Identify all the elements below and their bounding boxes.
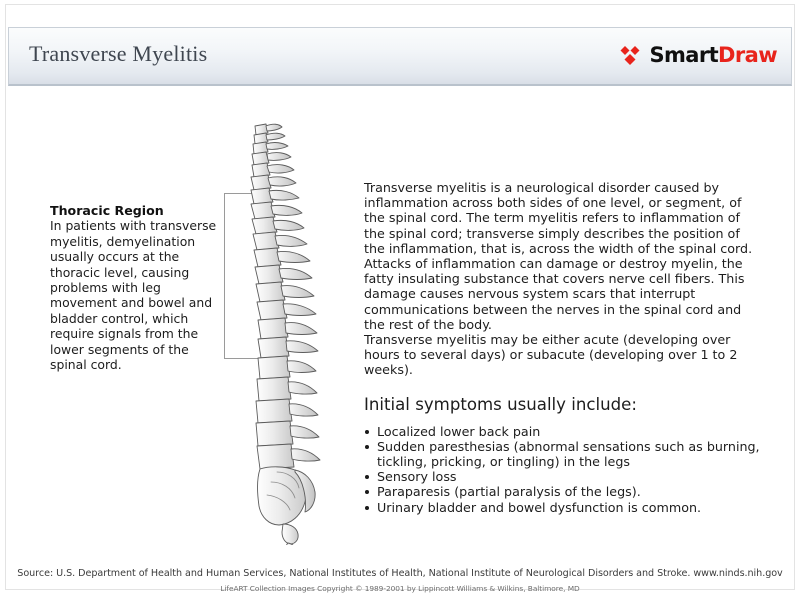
image-copyright-notice: LifeART Collection Images Copyright © 1989-2001 by Lippincott Williams & Wilkins, Baltimore, MD bbox=[220, 584, 580, 593]
list-item: Sensory loss bbox=[364, 469, 764, 484]
thoracic-region-callout bbox=[50, 203, 222, 372]
list-item: Localized lower back pain bbox=[364, 424, 764, 439]
intro-paragraph-2: Transverse myelitis may be either acute (developing over hours to several days) or subacute (developing over 1 to 2 weeks). bbox=[364, 332, 738, 378]
list-item: Paraparesis (partial paralysis of the legs). bbox=[364, 484, 764, 499]
brand-word-draw: Draw bbox=[718, 42, 777, 67]
smartdraw-logo bbox=[618, 41, 777, 69]
content-column bbox=[364, 180, 764, 515]
smartdraw-wordmark bbox=[649, 42, 777, 67]
symptoms-heading: Initial symptoms usually include: bbox=[364, 394, 637, 414]
brand-word-smart: Smart bbox=[649, 42, 719, 67]
lateral-spine-illustration bbox=[233, 120, 353, 545]
callout-body: In patients with transverse myelitis, demyelination usually occurs at the thoracic level, causing problems with leg movement and bowel and bladder control, which require signals from the lower segments of the spinal cord. bbox=[50, 218, 217, 373]
symptoms-list bbox=[364, 424, 764, 515]
page-title: Transverse Myelitis bbox=[29, 41, 208, 66]
intro-paragraph-1: Transverse myelitis is a neurological disorder caused by inflammation across both sides of one level, or segment, of the spinal cord. The term myelitis refers to inflammation of the spinal cord; transverse simply describes the position of the inflammation, that is, across the width of the spinal cord. Attacks of inflammation can damage or destroy myelin, the fatty insulating substance that covers nerve cell fibers. This damage causes nervous system scars that interrupt communications between the nerves in the spinal cord and the rest of the body. bbox=[364, 180, 753, 332]
intro-text bbox=[364, 180, 764, 378]
source-attribution: Source: U.S. Department of Health and Human Services, National Institutes of Health, National Institute of Neurological Disorders and Stroke. www.ninds.nih.gov bbox=[17, 568, 783, 579]
slide-header-bar bbox=[8, 27, 792, 86]
smartdraw-diamond-icon bbox=[618, 44, 644, 66]
callout-title: Thoracic Region bbox=[50, 203, 164, 218]
list-item: Sudden paresthesias (abnormal sensations such as burning, tickling, pricking, or tingling) in the legs bbox=[364, 439, 764, 469]
list-item: Urinary bladder and bowel dysfunction is common. bbox=[364, 500, 764, 515]
